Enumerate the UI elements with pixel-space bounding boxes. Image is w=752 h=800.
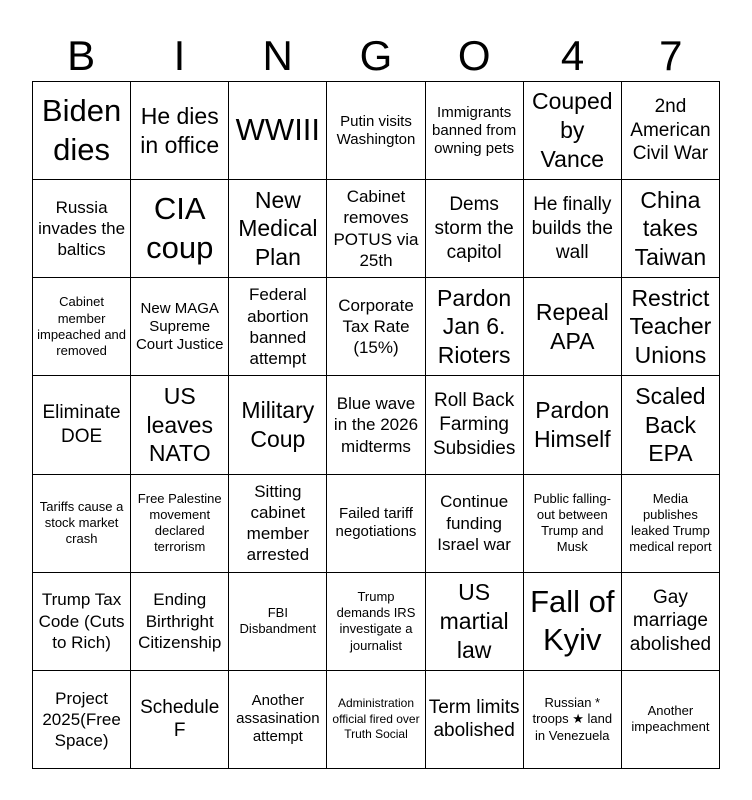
bingo-cell[interactable] bbox=[229, 82, 327, 180]
cell-text: Failed tariff negotiations bbox=[335, 505, 417, 541]
cell-text: Media publishes leaked Trump medical report bbox=[629, 490, 712, 555]
cell-text: Term limits abolished bbox=[428, 696, 520, 742]
bingo-cell[interactable] bbox=[229, 475, 327, 573]
cell-text: Blue wave in the 2026 midterms bbox=[333, 394, 419, 456]
bingo-cell[interactable] bbox=[622, 82, 720, 180]
bingo-cell[interactable] bbox=[524, 278, 622, 376]
bingo-cell[interactable] bbox=[131, 475, 229, 573]
cell-text: Administration official fired over Truth Social bbox=[332, 696, 420, 742]
title-letter: G bbox=[359, 32, 393, 79]
bingo-cell[interactable] bbox=[33, 278, 131, 376]
bingo-cell[interactable] bbox=[524, 180, 622, 278]
cell-text: Tariffs cause a stock market crash bbox=[39, 498, 124, 547]
cell-text: Cabinet removes POTUS via 25th bbox=[333, 187, 419, 270]
bingo-cell[interactable] bbox=[131, 82, 229, 180]
bingo-cell[interactable] bbox=[327, 573, 425, 671]
title-letter: O bbox=[457, 32, 491, 79]
cell-text: US martial law bbox=[439, 579, 509, 663]
cell-text: Couped by Vance bbox=[531, 88, 613, 172]
bingo-cell[interactable] bbox=[327, 376, 425, 474]
bingo-cell[interactable] bbox=[622, 573, 720, 671]
cell-text: Sitting cabinet member arrested bbox=[246, 481, 310, 565]
bingo-cell[interactable] bbox=[524, 671, 622, 769]
cell-text: Continue funding Israel war bbox=[437, 492, 511, 554]
bingo-cell[interactable] bbox=[622, 278, 720, 376]
bingo-cell[interactable] bbox=[426, 671, 524, 769]
cell-text: Another assasination attempt bbox=[236, 692, 320, 746]
cell-text: Putin visits Washington bbox=[336, 112, 416, 148]
bingo-cell[interactable] bbox=[229, 376, 327, 474]
bingo-cell[interactable] bbox=[622, 376, 720, 474]
title-letter: B bbox=[67, 32, 96, 79]
cell-text: Military Coup bbox=[241, 397, 315, 452]
bingo-cell[interactable] bbox=[131, 573, 229, 671]
bingo-title bbox=[32, 30, 720, 82]
cell-text: CIA coup bbox=[146, 190, 214, 265]
cell-text: Trump Tax Code (Cuts to Rich) bbox=[38, 590, 125, 652]
cell-text: Repeal APA bbox=[535, 299, 609, 354]
cell-text: New MAGA Supreme Court Justice bbox=[135, 299, 224, 353]
bingo-cell[interactable] bbox=[327, 278, 425, 376]
bingo-cell[interactable] bbox=[426, 82, 524, 180]
cell-text: Pardon Himself bbox=[533, 397, 611, 452]
cell-text: US leaves NATO bbox=[146, 382, 213, 467]
cell-text: Project 2025(Free Space) bbox=[42, 688, 121, 751]
cell-text: Russian * troops ★ land in Venezuela bbox=[532, 695, 613, 743]
cell-text: WWIII bbox=[235, 112, 321, 148]
bingo-cell[interactable] bbox=[426, 475, 524, 573]
bingo-cell[interactable] bbox=[33, 82, 131, 180]
cell-text: Free Palestine movement declared terrorism bbox=[137, 490, 222, 555]
cell-text: Public falling-out between Trump and Musk bbox=[533, 490, 611, 555]
cell-text: Dems storm the capitol bbox=[434, 194, 514, 263]
bingo-cell[interactable] bbox=[622, 180, 720, 278]
cell-text: Roll Back Farming Subsidies bbox=[432, 390, 516, 459]
cell-text: He finally builds the wall bbox=[531, 194, 613, 263]
cell-text: Another impeachment bbox=[631, 703, 710, 735]
cell-text: China takes Taiwan bbox=[634, 186, 707, 271]
bingo-cell[interactable] bbox=[327, 82, 425, 180]
title-letter: 7 bbox=[659, 32, 683, 79]
bingo-cell[interactable] bbox=[622, 671, 720, 769]
cell-text: Immigrants banned from owning pets bbox=[432, 103, 517, 157]
bingo-cell[interactable] bbox=[622, 475, 720, 573]
bingo-cell[interactable] bbox=[426, 376, 524, 474]
cell-text: Trump demands IRS investigate a journalist bbox=[336, 588, 416, 653]
bingo-cell[interactable] bbox=[426, 180, 524, 278]
cell-text: New Medical Plan bbox=[238, 186, 318, 271]
cell-text: Restrict Teacher Unions bbox=[629, 284, 712, 369]
bingo-cell[interactable] bbox=[131, 278, 229, 376]
bingo-cell[interactable] bbox=[229, 180, 327, 278]
bingo-cell[interactable] bbox=[327, 671, 425, 769]
cell-text: Pardon Jan 6. Rioters bbox=[437, 284, 512, 369]
cell-text: Ending Birthright Citizenship bbox=[138, 590, 222, 652]
bingo-cell[interactable] bbox=[229, 671, 327, 769]
cell-text: 2nd American Civil War bbox=[630, 95, 711, 165]
title-letter: I bbox=[173, 32, 186, 79]
title-letter: 4 bbox=[560, 32, 585, 79]
bingo-cell[interactable] bbox=[426, 573, 524, 671]
bingo-cell[interactable] bbox=[131, 376, 229, 474]
cell-text: Scaled Back EPA bbox=[635, 382, 706, 467]
bingo-cell[interactable] bbox=[33, 671, 131, 769]
bingo-cell[interactable] bbox=[327, 180, 425, 278]
bingo-cell[interactable] bbox=[524, 82, 622, 180]
cell-text: Gay marriage abolished bbox=[629, 586, 712, 656]
bingo-cell[interactable] bbox=[327, 475, 425, 573]
bingo-cell[interactable] bbox=[524, 475, 622, 573]
cell-text: Schedule F bbox=[140, 696, 220, 742]
bingo-cell[interactable] bbox=[131, 671, 229, 769]
bingo-cell[interactable] bbox=[33, 475, 131, 573]
bingo-cell[interactable] bbox=[426, 278, 524, 376]
cell-text: Corporate Tax Rate (15%) bbox=[338, 295, 414, 358]
cell-text: He dies in office bbox=[140, 102, 220, 158]
bingo-grid bbox=[32, 81, 720, 769]
title-letter: N bbox=[262, 32, 293, 79]
bingo-cell[interactable] bbox=[33, 180, 131, 278]
cell-text: Biden dies bbox=[41, 92, 122, 167]
cell-text: Federal abortion banned attempt bbox=[247, 285, 309, 369]
cell-text: Eliminate DOE bbox=[42, 402, 121, 447]
bingo-cell[interactable] bbox=[524, 376, 622, 474]
bingo-cell[interactable] bbox=[524, 573, 622, 671]
cell-text: Fall of Kyiv bbox=[530, 583, 615, 658]
cell-text: Russia invades the baltics bbox=[38, 197, 126, 260]
bingo-cell[interactable] bbox=[33, 573, 131, 671]
bingo-cell[interactable] bbox=[229, 278, 327, 376]
bingo-cell[interactable] bbox=[33, 376, 131, 474]
bingo-cell[interactable] bbox=[229, 573, 327, 671]
cell-text: Cabinet member impeached and removed bbox=[37, 294, 127, 359]
bingo-cell[interactable] bbox=[131, 180, 229, 278]
cell-text: FBI Disbandment bbox=[239, 605, 317, 637]
